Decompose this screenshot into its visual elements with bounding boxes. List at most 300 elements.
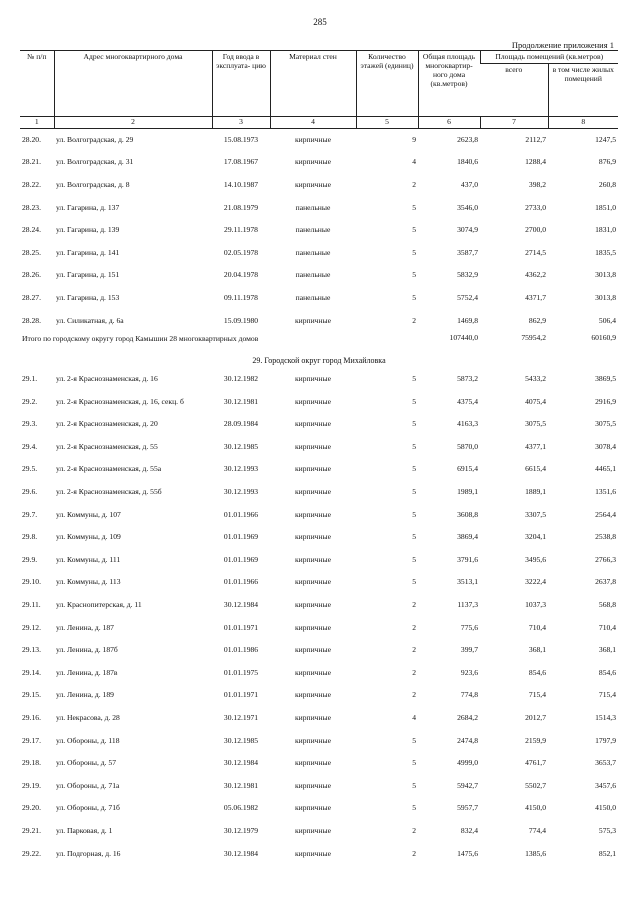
row-floors: 2 [412, 848, 416, 858]
row-total-area: 3074,9 [457, 225, 478, 235]
row-total-area: 3869,4 [457, 532, 478, 542]
row-premises-total: 710,4 [528, 622, 546, 632]
row-premises-living: 4150,0 [595, 803, 616, 813]
row-year: 30.12.1984 [223, 758, 259, 768]
row-premises-total: 4075,4 [525, 396, 546, 406]
total-living-sum: 60160,9 [591, 333, 616, 343]
row-premises-total: 4362,2 [525, 270, 546, 280]
row-number: 29.10. [22, 577, 41, 587]
row-total-area: 4375,4 [457, 396, 478, 406]
row-premises-total: 4377,1 [525, 441, 546, 451]
row-number: 29.21. [22, 825, 41, 835]
row-year: 30.12.1993 [223, 464, 259, 474]
row-number: 28.24. [22, 225, 41, 235]
row-number: 28.20. [22, 134, 41, 144]
row-address: ул. 2-я Краснознаменская, д. 16, секц. б [56, 396, 184, 406]
col-number: 4 [270, 116, 356, 128]
row-total-area: 774,8 [460, 690, 478, 700]
row-premises-total: 2012,7 [525, 713, 546, 723]
row-premises-living: 568,8 [598, 600, 616, 610]
row-total-area: 2474,8 [457, 735, 478, 745]
row-number: 29.17. [22, 735, 41, 745]
table-body-part2 [20, 368, 618, 865]
row-year: 09.11.1978 [224, 292, 258, 302]
row-material: кирпичные [294, 315, 332, 325]
table-row [20, 549, 618, 572]
table-row [20, 368, 618, 391]
row-year: 15.09.1980 [223, 315, 259, 325]
row-premises-total: 1037,3 [525, 600, 546, 610]
row-year: 30.12.1979 [223, 825, 259, 835]
table-row [20, 174, 618, 197]
row-year: 14.10.1987 [223, 179, 259, 189]
table-row [20, 639, 618, 662]
row-premises-living: 2564,4 [595, 509, 616, 519]
row-floors: 5 [412, 464, 416, 474]
row-material: кирпичные [294, 554, 332, 564]
row-material: кирпичные [294, 780, 332, 790]
col-number: 3 [212, 116, 270, 128]
row-floors: 5 [412, 374, 416, 384]
page-number: 285 [313, 17, 327, 27]
row-material: кирпичные [294, 645, 332, 655]
row-address: ул. Подгорная, д. 16 [56, 848, 121, 858]
row-material: кирпичные [294, 396, 332, 406]
row-number: 29.14. [22, 667, 41, 677]
row-year: 30.12.1971 [223, 713, 259, 723]
row-address: ул. Краснопитерская, д. 11 [56, 600, 142, 610]
row-material: кирпичные [294, 134, 332, 144]
section-title: 29. Городской округ город Михайловка [252, 356, 386, 366]
table-row [20, 843, 618, 866]
header-total-area: Общая площадь многоквартир- ного дома (кв.метров) [418, 51, 480, 117]
row-premises-total: 5502,7 [525, 780, 546, 790]
table-row [20, 707, 618, 730]
row-floors: 5 [412, 292, 416, 302]
row-address: ул. Ленина, д. 189 [56, 690, 114, 700]
row-year: 28.09.1984 [223, 419, 259, 429]
row-material: кирпичные [294, 690, 332, 700]
table-row [20, 504, 618, 527]
row-number: 29.3. [22, 419, 38, 429]
row-year: 30.12.1993 [223, 487, 259, 497]
row-address: ул. Ленина, д. 187б [56, 645, 118, 655]
row-premises-living: 3075,5 [595, 419, 616, 429]
row-total-area: 1989,1 [457, 487, 478, 497]
row-address: ул. Гагарина, д. 137 [56, 202, 120, 212]
row-total-area: 1840,6 [457, 157, 478, 167]
table-row [20, 775, 618, 798]
row-premises-total: 2112,7 [525, 134, 546, 144]
row-number: 28.21. [22, 157, 41, 167]
row-address: ул. Гагарина, д. 153 [56, 292, 120, 302]
row-premises-living: 368,1 [598, 645, 616, 655]
row-total-area: 3587,7 [457, 247, 478, 257]
row-material: панельные [295, 247, 331, 257]
row-floors: 5 [412, 803, 416, 813]
row-floors: 5 [412, 225, 416, 235]
row-premises-living: 2766,3 [595, 554, 616, 564]
row-year: 01.01.1971 [223, 622, 259, 632]
header-floors: Количество этажей (единиц) [356, 51, 418, 117]
row-total-area: 923,6 [460, 667, 478, 677]
table-row [20, 391, 618, 414]
row-address: ул. Силикатная, д. 6а [56, 315, 124, 325]
row-premises-living: 3013,8 [595, 292, 616, 302]
table-row [20, 572, 618, 595]
row-premises-total: 4150,0 [525, 803, 546, 813]
row-year: 01.01.1966 [223, 509, 259, 519]
table-row [20, 197, 618, 220]
row-number: 28.22. [22, 179, 41, 189]
row-address: ул. Волгоградская, д. 8 [56, 179, 130, 189]
row-address: ул. Ленина, д. 187в [56, 667, 118, 677]
row-number: 29.8. [22, 532, 38, 542]
table-row [20, 128, 618, 151]
row-premises-total: 5433,2 [525, 374, 546, 384]
row-premises-living: 3013,8 [595, 270, 616, 280]
row-premises-living: 4465,1 [595, 464, 616, 474]
row-premises-total: 2700,0 [525, 225, 546, 235]
row-year: 01.01.1969 [223, 532, 259, 542]
row-floors: 2 [412, 179, 416, 189]
row-material: панельные [295, 292, 331, 302]
row-floors: 5 [412, 509, 416, 519]
row-number: 29.5. [22, 464, 38, 474]
table-row [20, 310, 618, 333]
total-label: Итого по городскому округу город Камышин 28 многоквартирных домов [22, 334, 259, 344]
total-row [20, 332, 618, 356]
row-year: 01.01.1975 [223, 667, 259, 677]
row-year: 15.08.1973 [223, 134, 259, 144]
row-premises-living: 3869,5 [595, 374, 616, 384]
row-total-area: 3513,1 [457, 577, 478, 587]
row-total-area: 437,0 [460, 179, 478, 189]
table-row [20, 798, 618, 821]
row-address: ул. Обороны, д. 71б [56, 803, 120, 813]
row-number: 29.11. [22, 600, 41, 610]
table-row [20, 459, 618, 482]
row-number: 29.6. [22, 487, 38, 497]
row-address: ул. 2-я Краснознаменская, д. 55б [56, 487, 162, 497]
row-material: кирпичные [294, 157, 332, 167]
col-number: 5 [356, 116, 418, 128]
row-total-area: 2684,2 [457, 713, 478, 723]
row-year: 02.05.1978 [223, 247, 259, 257]
row-address: ул. Гагарина, д. 151 [56, 270, 120, 280]
row-year: 01.01.1969 [223, 554, 259, 564]
row-premises-total: 398,2 [528, 179, 546, 189]
row-floors: 2 [412, 825, 416, 835]
row-premises-total: 3495,6 [525, 554, 546, 564]
row-premises-living: 854,6 [598, 667, 616, 677]
table-row [20, 265, 618, 288]
row-year: 30.12.1984 [223, 600, 259, 610]
row-floors: 5 [412, 532, 416, 542]
row-premises-living: 3653,7 [595, 758, 616, 768]
row-total-area: 3608,8 [457, 509, 478, 519]
row-address: ул. Обороны, д. 71а [56, 780, 120, 790]
row-address: ул. Обороны, д. 118 [56, 735, 120, 745]
row-premises-total: 2714,5 [525, 247, 546, 257]
row-floors: 2 [412, 315, 416, 325]
row-total-area: 832,4 [460, 825, 478, 835]
row-premises-living: 506,4 [598, 315, 616, 325]
table-row [20, 662, 618, 685]
row-address: ул. Некрасова, д. 28 [56, 713, 120, 723]
row-premises-living: 852,1 [598, 848, 616, 858]
row-premises-total: 862,9 [528, 315, 546, 325]
table-body-part1 [20, 128, 618, 332]
row-premises-total: 6615,4 [525, 464, 546, 474]
row-material: кирпичные [294, 509, 332, 519]
row-number: 29.12. [22, 622, 41, 632]
col-number: 1 [20, 116, 54, 128]
row-year: 29.11.1978 [224, 225, 258, 235]
row-premises-total: 3204,1 [525, 532, 546, 542]
row-address: ул. Парковая, д. 1 [56, 825, 113, 835]
total-premises-sum: 75954,2 [521, 333, 546, 343]
row-year: 01.01.1986 [223, 645, 259, 655]
row-year: 01.01.1966 [223, 577, 259, 587]
header-material: Материал стен [270, 51, 356, 117]
row-floors: 2 [412, 600, 416, 610]
row-premises-living: 1351,6 [595, 487, 616, 497]
header-premises-total: всего [505, 64, 523, 74]
row-premises-total: 854,6 [528, 667, 546, 677]
row-floors: 2 [412, 690, 416, 700]
row-year: 30.12.1981 [223, 780, 259, 790]
row-premises-living: 2916,9 [595, 396, 616, 406]
row-total-area: 5832,9 [457, 270, 478, 280]
row-year: 30.12.1984 [223, 848, 259, 858]
col-number: 2 [54, 116, 212, 128]
row-premises-living: 1831,0 [595, 225, 616, 235]
row-total-area: 2623,8 [457, 134, 478, 144]
header-num: № п/п [20, 51, 54, 117]
row-year: 01.01.1971 [223, 690, 259, 700]
header-premises-living: в том числе жилых помещений [548, 63, 618, 116]
row-floors: 5 [412, 554, 416, 564]
row-address: ул. Обороны, д. 57 [56, 758, 117, 768]
row-address: ул. Гагарина, д. 139 [56, 225, 120, 235]
row-premises-living: 876,9 [598, 157, 616, 167]
row-material: кирпичные [294, 487, 332, 497]
table-row [20, 152, 618, 175]
row-material: кирпичные [294, 803, 332, 813]
header-year: Год ввода в эксплуата- цию [212, 51, 270, 117]
row-number: 28.27. [22, 292, 41, 302]
row-number: 29.1. [22, 374, 38, 384]
row-material: кирпичные [294, 735, 332, 745]
row-material: панельные [295, 202, 331, 212]
continuation-note: Продолжение приложения 1 [511, 40, 614, 50]
table-row [20, 685, 618, 708]
row-total-area: 1475,6 [457, 848, 478, 858]
row-material: кирпичные [294, 713, 332, 723]
header-address: Адрес многоквартирного дома [54, 51, 212, 117]
table-row [20, 413, 618, 436]
row-floors: 2 [412, 645, 416, 655]
table-row [20, 219, 618, 242]
row-material: кирпичные [294, 179, 332, 189]
row-premises-total: 3075,5 [525, 419, 546, 429]
row-number: 28.26. [22, 270, 41, 280]
row-material: кирпичные [294, 622, 332, 632]
row-address: ул. Коммуны, д. 109 [56, 532, 121, 542]
row-address: ул. Коммуны, д. 111 [56, 554, 121, 564]
row-premises-total: 1288,4 [525, 157, 546, 167]
row-total-area: 5873,2 [457, 374, 478, 384]
row-premises-living: 1247,5 [595, 134, 616, 144]
column-numbers-row [20, 116, 618, 128]
row-floors: 5 [412, 441, 416, 451]
row-floors: 5 [412, 780, 416, 790]
row-total-area: 1137,3 [457, 600, 478, 610]
row-year: 30.12.1985 [223, 441, 259, 451]
row-floors: 5 [412, 577, 416, 587]
table-row [20, 752, 618, 775]
row-number: 29.2. [22, 396, 38, 406]
row-premises-total: 2159,9 [525, 735, 546, 745]
row-total-area: 775,6 [460, 622, 478, 632]
row-floors: 5 [412, 247, 416, 257]
table-row [20, 526, 618, 549]
row-total-area: 6915,4 [457, 464, 478, 474]
row-number: 29.9. [22, 554, 38, 564]
row-number: 29.4. [22, 441, 38, 451]
row-address: ул. Коммуны, д. 107 [56, 509, 121, 519]
row-floors: 4 [412, 157, 416, 167]
table-row [20, 820, 618, 843]
row-floors: 2 [412, 622, 416, 632]
row-total-area: 5752,4 [457, 292, 478, 302]
row-premises-living: 710,4 [598, 622, 616, 632]
row-premises-total: 4371,7 [525, 292, 546, 302]
row-material: панельные [295, 225, 331, 235]
row-total-area: 3546,0 [457, 202, 478, 212]
row-address: ул. Коммуны, д. 113 [56, 577, 121, 587]
total-section [20, 332, 618, 368]
row-material: кирпичные [294, 600, 332, 610]
row-floors: 5 [412, 419, 416, 429]
row-floors: 4 [412, 713, 416, 723]
row-floors: 5 [412, 735, 416, 745]
row-number: 29.20. [22, 803, 41, 813]
row-premises-total: 715,4 [528, 690, 546, 700]
row-number: 29.22. [22, 848, 41, 858]
row-floors: 5 [412, 758, 416, 768]
table-row [20, 436, 618, 459]
row-material: кирпичные [294, 577, 332, 587]
row-number: 29.16. [22, 713, 41, 723]
row-material: кирпичные [294, 441, 332, 451]
row-floors: 5 [412, 396, 416, 406]
row-material: кирпичные [294, 758, 332, 768]
row-total-area: 4163,3 [457, 419, 478, 429]
row-material: кирпичные [294, 848, 332, 858]
row-year: 20.04.1978 [223, 270, 259, 280]
table-row [20, 594, 618, 617]
row-material: кирпичные [294, 464, 332, 474]
row-premises-living: 575,3 [598, 825, 616, 835]
row-address: ул. 2-я Краснознаменская, д. 55 [56, 441, 158, 451]
row-premises-total: 368,1 [528, 645, 546, 655]
table-row [20, 730, 618, 753]
row-year: 30.12.1985 [223, 735, 259, 745]
row-premises-living: 1851,0 [595, 202, 616, 212]
row-premises-living: 1514,3 [595, 713, 616, 723]
row-material: панельные [295, 270, 331, 280]
row-premises-living: 2637,8 [595, 577, 616, 587]
row-total-area: 5942,7 [457, 780, 478, 790]
housing-table [20, 50, 618, 865]
row-address: ул. 2-я Краснознаменская, д. 20 [56, 419, 158, 429]
row-number: 29.18. [22, 758, 41, 768]
table-row [20, 242, 618, 265]
section-heading-row [20, 356, 618, 368]
row-premises-living: 715,4 [598, 690, 616, 700]
row-year: 17.08.1967 [223, 157, 259, 167]
row-floors: 9 [412, 134, 416, 144]
row-year: 21.08.1979 [223, 202, 259, 212]
row-total-area: 4999,0 [457, 758, 478, 768]
row-number: 28.23. [22, 202, 41, 212]
col-number: 6 [418, 116, 480, 128]
row-floors: 5 [412, 270, 416, 280]
row-number: 29.13. [22, 645, 41, 655]
row-address: ул. Ленина, д. 187 [56, 622, 114, 632]
total-area-sum: 107440,0 [449, 333, 478, 343]
row-premises-living: 1797,9 [595, 735, 616, 745]
row-total-area: 5870,0 [457, 441, 478, 451]
row-address: ул. Волгоградская, д. 29 [56, 134, 134, 144]
row-premises-living: 3078,4 [595, 441, 616, 451]
row-address: ул. 2-я Краснознаменская, д. 16 [56, 374, 158, 384]
row-total-area: 3791,6 [457, 554, 478, 564]
row-floors: 5 [412, 487, 416, 497]
row-material: кирпичные [294, 419, 332, 429]
header-premises-area: Площадь помещений (кв.метров) [480, 51, 618, 64]
row-premises-total: 3307,5 [525, 509, 546, 519]
row-year: 05.06.1982 [223, 803, 259, 813]
row-premises-total: 774,4 [528, 825, 546, 835]
table-row [20, 481, 618, 504]
table-row [20, 617, 618, 640]
row-premises-total: 1889,1 [525, 487, 546, 497]
row-address: ул. Волгоградская, д. 31 [56, 157, 134, 167]
row-number: 28.28. [22, 315, 41, 325]
row-floors: 5 [412, 202, 416, 212]
row-premises-living: 3457,6 [595, 780, 616, 790]
row-address: ул. 2-я Краснознаменская, д. 55а [56, 464, 162, 474]
row-material: кирпичные [294, 667, 332, 677]
row-number: 28.25. [22, 247, 41, 257]
row-premises-living: 260,8 [598, 179, 616, 189]
row-number: 29.15. [22, 690, 41, 700]
row-address: ул. Гагарина, д. 141 [56, 247, 120, 257]
row-number: 29.7. [22, 509, 38, 519]
row-premises-living: 1835,5 [595, 247, 616, 257]
row-premises-total: 4761,7 [525, 758, 546, 768]
row-premises-total: 2733,0 [525, 202, 546, 212]
row-material: кирпичные [294, 825, 332, 835]
row-premises-total: 3222,4 [525, 577, 546, 587]
row-floors: 2 [412, 667, 416, 677]
row-total-area: 1469,8 [457, 315, 478, 325]
row-premises-total: 1385,6 [525, 848, 546, 858]
row-number: 29.19. [22, 780, 41, 790]
